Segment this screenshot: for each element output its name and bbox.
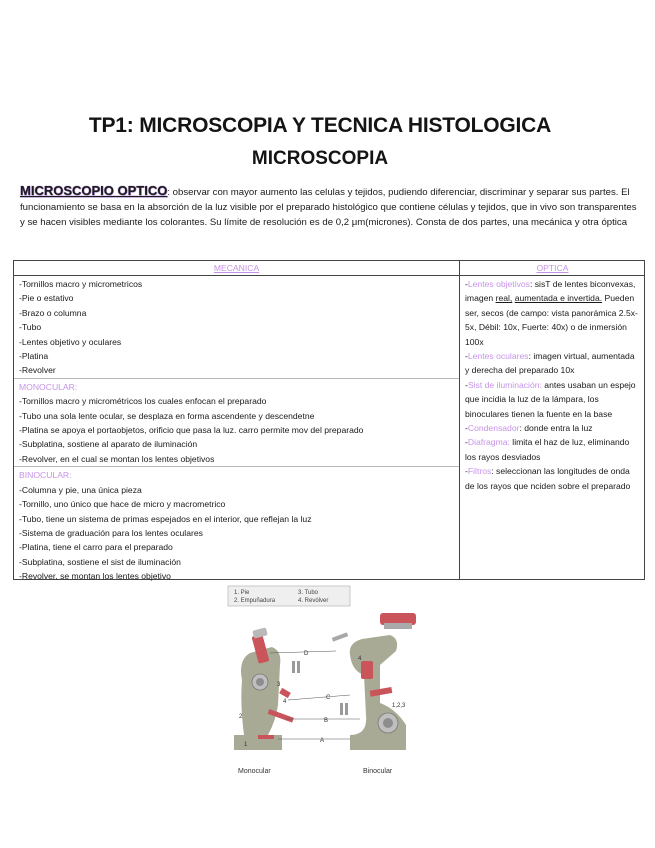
mecanica-header: MECANICA xyxy=(14,261,459,276)
monocular-item-3: -Platina se apoya el portaobjetos, orificio que pasa la luz. carro permite mov del preparado xyxy=(19,425,364,436)
mecanica-column xyxy=(14,261,459,582)
optica-oculares: -Lentes oculares: imagen virtual, aumentada y derecha del preparado 10x xyxy=(465,351,635,376)
mecanica-item-4: -Tubo xyxy=(19,322,42,333)
mecanica-item-1: -Tornillos macro y micrometricos xyxy=(19,279,143,289)
monocular-title: MONOCULAR: xyxy=(19,381,78,392)
monocular-item-5: -Revolver, en el cual se montan los lentes objetivos xyxy=(19,453,215,464)
legend-2: 2. Empuñadura xyxy=(234,598,276,604)
optica-objetivos: -Lentes objetivos: sisT de lentes biconvexas, imagen real, aumentada e invertida. Pueden ser, secos (de campo: vista panorámica 2.5x-5x, Débil: 10x, Fuerte: 40x) o de inmersión 100x xyxy=(465,279,638,347)
mecanica-section xyxy=(14,276,459,379)
binocular-item-7: -Revolver, se montan los lentes objetivo xyxy=(19,571,171,582)
parts-table xyxy=(13,260,645,580)
mono-num-1: 1 xyxy=(244,742,248,748)
binocular-item-4: -Sistema de graduación para los lentes oculares xyxy=(19,527,203,538)
arrow-c: C xyxy=(326,695,331,701)
optica-filtros: -Filtros: seleccionan las longitudes de onda de los rayos que nciden sobre el preparado xyxy=(465,466,631,491)
arrow-a: A xyxy=(320,738,325,744)
page-subtitle: MICROSCOPIA xyxy=(251,148,389,169)
optica-content xyxy=(460,276,645,493)
mecanica-item-6: -Platina xyxy=(19,351,49,362)
optica-iluminacion: -Sist de iluminación: antes usaban un espejo que incidia la luz de la lámpara, los binoculares tienen la fuente en la base xyxy=(465,379,636,419)
binocular-caption: Binocular xyxy=(363,768,393,775)
arrow-d: D xyxy=(304,651,309,657)
monocular-item-1: -Tornillos macro y micrométricos los cuales enfocan el preparado xyxy=(19,396,267,407)
intro-lead: MICROSCOPIO OPTICO xyxy=(20,183,168,198)
optica-column xyxy=(459,261,645,579)
binocular-item-6: -Subplatina, sostiene el sist de iluminación xyxy=(19,556,181,567)
optica-condensador: -Condensador: donde entra la luz xyxy=(465,423,593,434)
binocular-microscope xyxy=(350,613,416,775)
microscope-figure xyxy=(220,585,455,780)
arrow-b: B xyxy=(324,718,329,724)
monocular-item-2: -Tubo una sola lente ocular, se desplaza en forma ascendente y descendetne xyxy=(19,410,315,421)
mono-num-2: 2 xyxy=(239,714,243,720)
legend-4: 4. Revólver xyxy=(298,598,329,604)
mecanica-item-3: -Brazo o columna xyxy=(19,307,87,318)
mecanica-item-5: -Lentes objetivo y oculares xyxy=(19,336,122,347)
binocular-item-3: -Tubo, tiene un sistema de primas espejados en el interior, que reflejan la luz xyxy=(19,513,312,524)
mono-num-4: 4 xyxy=(283,699,287,705)
binocular-item-5: -Platina, tiene el carro para el preparado xyxy=(19,542,173,553)
legend-3: 3. Tubo xyxy=(298,590,319,596)
monocular-caption: Monocular xyxy=(238,768,271,775)
monocular-section xyxy=(14,379,459,467)
bino-num-4: 4 xyxy=(358,656,362,662)
page-title: TP1: MICROSCOPIA Y TECNICA HISTOLOGICA xyxy=(88,114,552,137)
binocular-item-1: -Columna y pie, una única pieza xyxy=(19,484,142,495)
optica-header: OPTICA xyxy=(460,261,645,276)
monocular-item-4: -Subplatina, sostiene al aparato de iluminación xyxy=(19,439,198,450)
binocular-title: BINOCULAR: xyxy=(19,470,72,481)
intro-paragraph xyxy=(20,183,638,230)
mono-num-3: 3 xyxy=(277,682,281,688)
monocular-microscope xyxy=(234,627,294,775)
bino-num-123: 1,2,3 xyxy=(392,703,406,709)
optica-diafragma: -Diafragma: limita el haz de luz, eliminando los rayos desviados xyxy=(465,437,630,462)
intro-body: : observar con mayor aumento las celulas y tejidos, pudiendo diferenciar, discriminar y separar sus partes. El funcionamiento se basa en la absorción de la luz visible por el preparado histológico que contiene células y tejidos, que in vivo son transparentes y se hacen visibles mediante los colorantes. Su límite de resolución es de 0,2 μm(micrones). Consta de dos partes, una mecánica y otra óptica xyxy=(20,187,637,228)
binocular-section xyxy=(14,467,459,583)
legend-1: 1. Pie xyxy=(234,590,250,596)
mecanica-item-7: -Revolver xyxy=(19,365,56,376)
binocular-item-2: -Tornillo, uno único que hace de micro y macrometrico xyxy=(19,499,226,510)
mecanica-item-2: -Pie o estativo xyxy=(19,293,74,304)
